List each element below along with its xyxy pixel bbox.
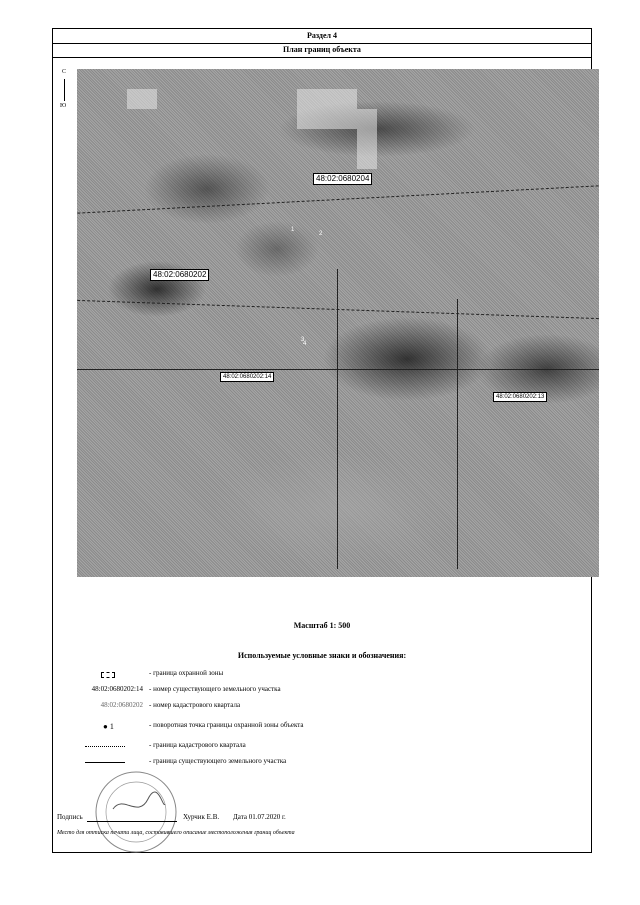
parcel-boundary-symbol <box>85 762 125 763</box>
legend-title: Используемые условные знаки и обозначения: <box>237 651 407 660</box>
map-bright-patch <box>297 89 357 129</box>
cadastral-boundary-symbol <box>85 746 125 747</box>
signature-line <box>87 821 177 822</box>
north-arrow-icon <box>64 79 65 101</box>
signature-label: Подпись <box>57 813 83 821</box>
cadastral-quarter-label: 48:02:0680204 <box>313 173 372 185</box>
legend-item: 48:02:0680202:14 - номер существующего земельного участка <box>53 685 591 697</box>
parcel-boundary-line <box>457 299 458 569</box>
cadastral-boundary-line <box>77 300 599 319</box>
legend-item: - граница кадастрового квартала <box>53 741 591 753</box>
parcel-boundary-line <box>77 369 599 370</box>
quarter-number-symbol: 48:02:0680202 <box>100 701 143 709</box>
turning-point-symbol: ● 1 <box>103 722 114 731</box>
turning-point: 2 <box>319 231 323 237</box>
cadastral-quarter-label: 48:02:0680202 <box>150 269 209 281</box>
parcel-boundary-line <box>337 269 338 569</box>
signer-name: Хурчик Е.В. <box>183 813 220 821</box>
turning-point: 3 <box>301 337 305 343</box>
north-arrow <box>59 69 71 117</box>
stamp-note: Место для оттиска печати лица, составившего описание местоположения границ объекта <box>57 830 295 836</box>
legend-item: - граница существующего земельного участка <box>53 757 591 769</box>
page-title: План границ объекта <box>53 43 591 58</box>
section-header: Раздел 4 <box>53 29 591 44</box>
parcel-label: 48:02:0680202:14 <box>220 372 274 382</box>
map-bright-patch <box>357 109 377 169</box>
document-frame <box>52 28 592 853</box>
parcel-label: 48:02:0680202:13 <box>493 392 547 402</box>
protection-zone-symbol <box>101 672 115 678</box>
cadastral-boundary-line <box>77 185 598 213</box>
turning-point: 1 <box>291 227 295 233</box>
legend-item: ● 1 - поворотная точка границы охранной зоны объекта <box>103 721 304 731</box>
turning-point: 4 <box>303 341 307 347</box>
aerial-map <box>77 69 599 577</box>
signature-date: Дата 01.07.2020 г. <box>233 813 286 821</box>
map-bright-patch <box>127 89 157 109</box>
south-label: Ю <box>60 103 67 109</box>
legend-item: 48:02:0680202 - номер кадастрового квартала <box>53 701 591 713</box>
legend-item: - граница охранной зоны <box>53 669 591 681</box>
north-label: С <box>62 69 67 75</box>
map-scale: Масштаб 1: 500 <box>293 621 351 630</box>
seal-stamp-icon <box>93 769 179 855</box>
parcel-number-symbol: 48:02:0680202:14 <box>91 685 143 693</box>
